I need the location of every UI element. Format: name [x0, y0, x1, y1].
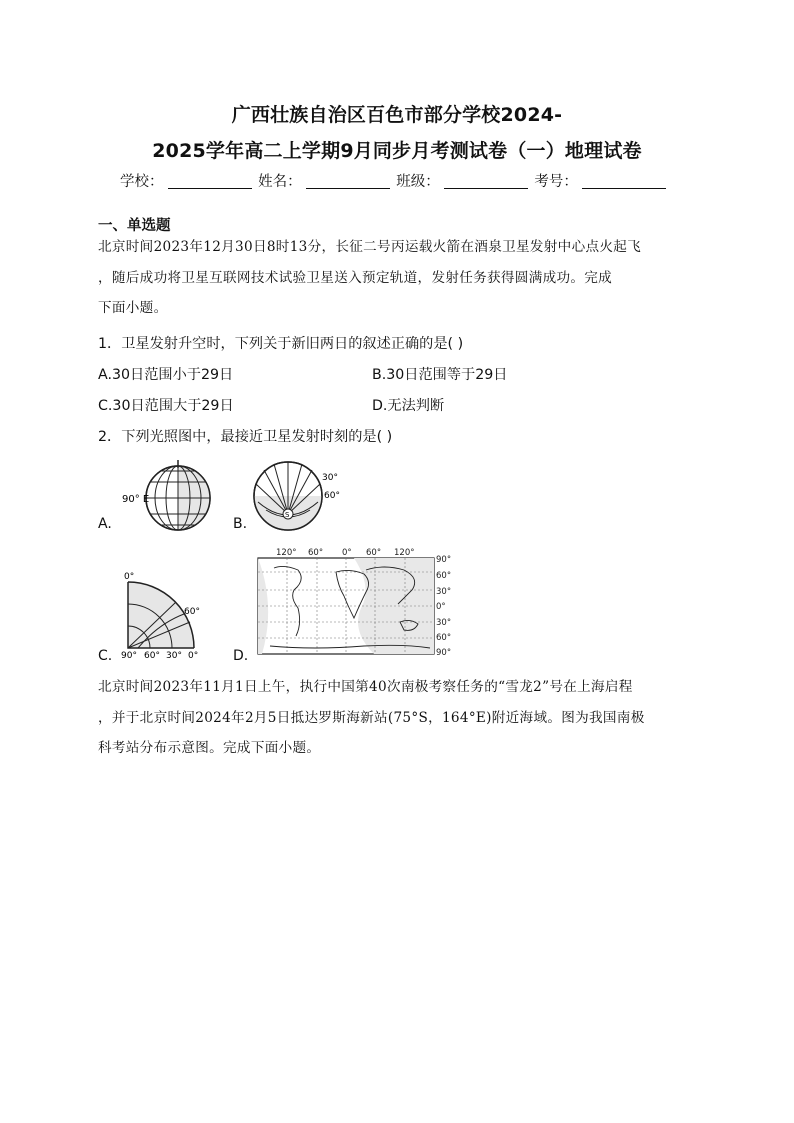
- student-info-row: [120, 170, 668, 191]
- question-1-stem: 1．卫星发射升空时，下列关于新旧两日的叙述正确的是( ): [98, 336, 464, 352]
- figure-c-lat-label: 60°: [184, 607, 200, 617]
- name-label: 姓名：: [258, 174, 302, 190]
- passage-2-line: ，并于北京时间2024年2月5日抵达罗斯海新站(75°S，164°E)附近海域。图为我国南极: [98, 709, 645, 726]
- figure-c-bottom-label: 0°: [188, 651, 199, 660]
- q1-option-a[interactable]: A.30日范围小于29日: [98, 367, 234, 383]
- figure-d-right-label: 30°: [436, 618, 452, 628]
- figure-d-top-label: 120°: [276, 548, 297, 558]
- figure-c-bottom-label: 90°: [121, 651, 137, 660]
- exam-title-line1: 广西壮族自治区百色市部分学校2024-: [231, 104, 563, 126]
- figure-c-bottom-label: 60°: [144, 651, 160, 660]
- figure-d-top-label: 60°: [308, 548, 324, 558]
- figure-d-right-label: 60°: [436, 633, 452, 643]
- figure-c-top-label: 0°: [124, 572, 135, 582]
- figure-d-top-label: 60°: [366, 548, 382, 558]
- figure-d-right-label: 30°: [436, 587, 452, 597]
- q1-option-b[interactable]: B.30日范围等于29日: [372, 367, 508, 383]
- figure-d-world-map: [254, 546, 460, 658]
- figure-d-right-label: 0°: [436, 602, 446, 612]
- figure-b-lat1-label: 30°: [322, 473, 338, 483]
- passage-1-line: 北京时间2023年12月30日8时13分，长征二号丙运载火箭在酒泉卫星发射中心点火起飞: [98, 239, 642, 255]
- class-label: 班级：: [396, 174, 440, 190]
- figure-a-lon-label: 90° E: [122, 494, 150, 505]
- figure-c-bottom-label: 30°: [166, 651, 182, 660]
- figure-d-top-label: 0°: [342, 548, 352, 558]
- exam-number-label: 考号：: [534, 174, 578, 190]
- passage-2-line: 北京时间2023年11月1日上午，执行中国第40次南极考察任务的“雪龙2”号在上海启程: [98, 679, 633, 695]
- figure-d-top-label: 120°: [394, 548, 415, 558]
- q1-option-c[interactable]: C.30日范围大于29日: [98, 398, 234, 414]
- question-2-stem: 2．下列光照图中，最接近卫星发射时刻的是( ): [98, 429, 393, 445]
- exam-title-line2: 2025学年高二上学期9月同步月考测试卷（一）地理试卷: [152, 140, 642, 162]
- figure-b-pole-label: S: [285, 511, 290, 519]
- figure-c-quadrant: [118, 568, 212, 660]
- figure-d-right-label: 90°: [436, 555, 452, 565]
- figure-d-right-label: 90°: [436, 648, 452, 658]
- figure-a-globe: [120, 458, 220, 534]
- passage-1-line: 下面小题。: [98, 300, 168, 316]
- figure-b-polar-view: [250, 458, 350, 534]
- q2-option-b-label[interactable]: B.: [233, 516, 248, 532]
- passage-2-line: 科考站分布示意图。完成下面小题。: [98, 740, 321, 756]
- passage-2: [98, 672, 700, 764]
- exam-number-blank[interactable]: [582, 174, 666, 189]
- q2-option-c-label[interactable]: C.: [98, 648, 113, 664]
- q2-option-a-label[interactable]: A.: [98, 516, 112, 532]
- section-title: 一、单选题: [98, 218, 171, 234]
- passage-1-line: ，随后成功将卫星互联网技术试验卫星送入预定轨道，发射任务获得圆满成功。完成: [98, 269, 613, 286]
- q1-option-d[interactable]: D.无法判断: [372, 398, 445, 414]
- class-blank[interactable]: [444, 174, 528, 189]
- school-blank[interactable]: [168, 174, 252, 189]
- figure-d-right-label: 60°: [436, 571, 452, 581]
- name-blank[interactable]: [306, 174, 390, 189]
- passage-1: [98, 232, 700, 324]
- q2-option-d-label[interactable]: D.: [233, 648, 249, 664]
- figure-b-lat2-label: 60°: [324, 491, 340, 501]
- school-label: 学校：: [120, 174, 164, 190]
